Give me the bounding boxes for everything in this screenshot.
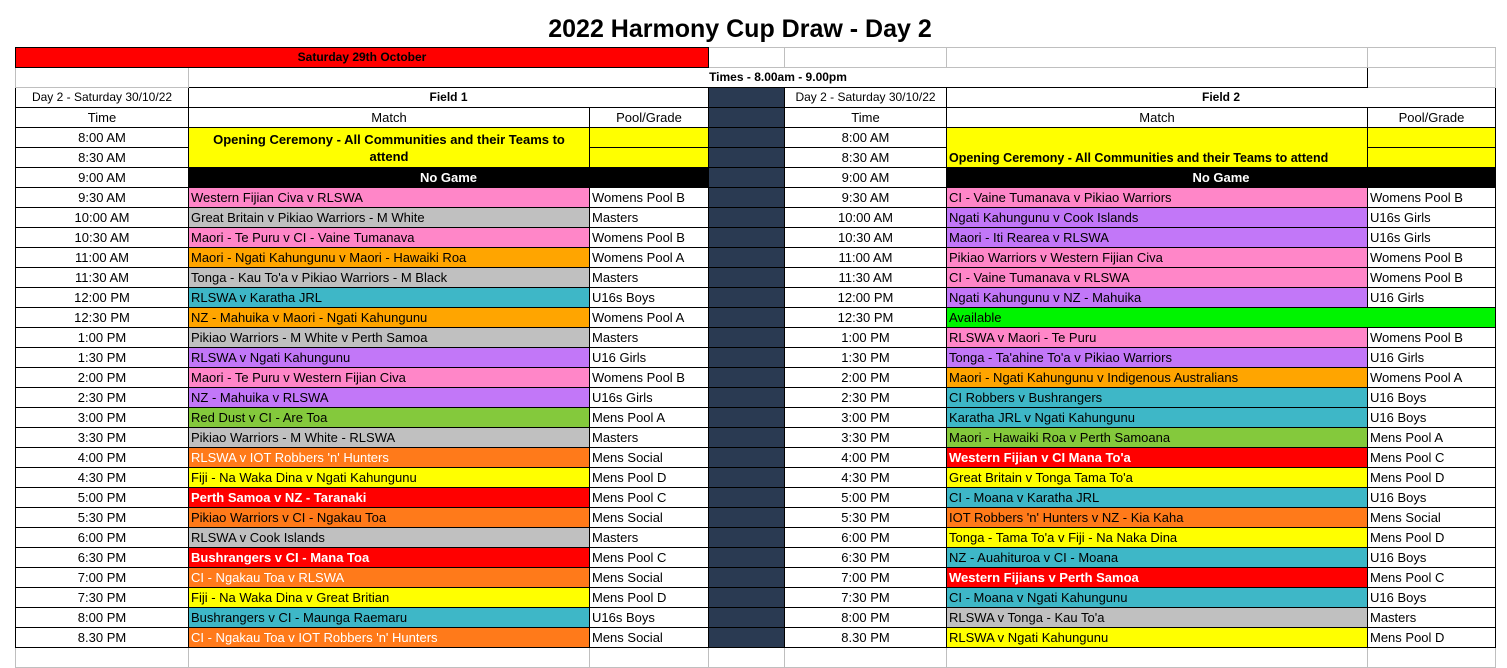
separator-cell [709, 528, 785, 548]
field2-match-header: Match [947, 108, 1368, 128]
field1-match: Maori - Te Puru v Western Fijian Civa [189, 368, 590, 388]
field2-match: Ngati Kahungunu v Cook Islands [947, 208, 1368, 228]
field2-match: Maori - Ngati Kahungunu v Indigenous Australians [947, 368, 1368, 388]
separator-cell [709, 548, 785, 568]
field2-pool: Womens Pool B [1368, 268, 1496, 288]
field2-match: Tonga - Tama To'a v Fiji - Na Naka Dina [947, 528, 1368, 548]
field1-pool: U16s Boys [590, 288, 709, 308]
field1-pool: Mens Social [590, 568, 709, 588]
field1-match: NZ - Mahuika v RLSWA [189, 388, 590, 408]
separator-cell [709, 188, 785, 208]
field1-match: Red Dust v CI - Are Toa [189, 408, 590, 428]
field2-time: 3:30 PM [785, 428, 947, 448]
field2-time: 12:00 PM [785, 288, 947, 308]
field1-time-header: Time [16, 108, 189, 128]
banner-row [16, 48, 1496, 68]
field1-match: Perth Samoa v NZ - Taranaki [189, 488, 590, 508]
field2-time: 6:30 PM [785, 548, 947, 568]
separator-cell [709, 468, 785, 488]
field1-time: 3:00 PM [16, 408, 189, 428]
separator-cell [709, 228, 785, 248]
field1-time: 9:30 AM [16, 188, 189, 208]
separator-cell [709, 288, 785, 308]
schedule-row [16, 568, 1496, 588]
schedule-row [16, 548, 1496, 568]
field1-pool: Masters [590, 328, 709, 348]
field2-time: 1:30 PM [785, 348, 947, 368]
field2-pool: Mens Pool D [1368, 628, 1496, 648]
field2-pool: U16 Boys [1368, 548, 1496, 568]
field1-time: 8:30 AM [16, 148, 189, 168]
schedule-row [16, 348, 1496, 368]
field1-pool: U16s Girls [590, 388, 709, 408]
field2-pool: Womens Pool B [1368, 188, 1496, 208]
field2-pool: U16 Girls [1368, 348, 1496, 368]
empty-cell [16, 68, 189, 88]
schedule-row [16, 228, 1496, 248]
field1-time: 1:30 PM [16, 348, 189, 368]
field1-time: 3:30 PM [16, 428, 189, 448]
schedule-row [16, 248, 1496, 268]
field2-pool: Mens Pool C [1368, 448, 1496, 468]
field1-match: CI - Ngakau Toa v RLSWA [189, 568, 590, 588]
separator-cell [709, 508, 785, 528]
separator-cell [709, 148, 785, 168]
field1-pool: Womens Pool B [590, 228, 709, 248]
field2-time: 3:00 PM [785, 408, 947, 428]
field1-match: RLSWA v IOT Robbers 'n' Hunters [189, 448, 590, 468]
field2-pool: U16 Boys [1368, 488, 1496, 508]
field1-match: Bushrangers v CI - Maunga Raemaru [189, 608, 590, 628]
field2-pool: Mens Pool C [1368, 568, 1496, 588]
field1-time: 4:00 PM [16, 448, 189, 468]
field1-match: Tonga - Kau To'a v Pikiao Warriors - M Black [189, 268, 590, 288]
field2-time: 10:00 AM [785, 208, 947, 228]
separator-cell [709, 208, 785, 228]
blank-row [16, 648, 1496, 668]
draw-table [15, 47, 1496, 668]
empty-cell [189, 648, 590, 668]
empty-cell [785, 48, 947, 68]
field1-time: 6:30 PM [16, 548, 189, 568]
field1-time: 7:30 PM [16, 588, 189, 608]
field2-match: RLSWA v Ngati Kahungunu [947, 628, 1368, 648]
field1-match: CI - Ngakau Toa v IOT Robbers 'n' Hunters [189, 628, 590, 648]
schedule-row [16, 308, 1496, 328]
schedule-row [16, 628, 1496, 648]
separator-cell [709, 628, 785, 648]
field2-match: Western Fijians v Perth Samoa [947, 568, 1368, 588]
field2-time: 2:30 PM [785, 388, 947, 408]
field2-match: Great Britain v Tonga Tama To'a [947, 468, 1368, 488]
field1-match: Pikiao Warriors - M White v Perth Samoa [189, 328, 590, 348]
field2-pool: U16 Boys [1368, 408, 1496, 428]
field2-pool: Mens Pool D [1368, 528, 1496, 548]
field1-match: Pikiao Warriors v CI - Ngakau Toa [189, 508, 590, 528]
field1-match: Bushrangers v CI - Mana Toa [189, 548, 590, 568]
field2-no-game: No Game [947, 168, 1496, 188]
field2-pool: U16 Boys [1368, 588, 1496, 608]
field1-match: Pikiao Warriors - M White - RLSWA [189, 428, 590, 448]
field1-time: 8.30 PM [16, 628, 189, 648]
field2-time: 11:30 AM [785, 268, 947, 288]
field1-time: 1:00 PM [16, 328, 189, 348]
field2-pool-header: Pool/Grade [1368, 108, 1496, 128]
separator-cell [709, 348, 785, 368]
field1-time: 8:00 PM [16, 608, 189, 628]
field1-match: NZ - Mahuika v Maori - Ngati Kahungunu [189, 308, 590, 328]
field1-time: 8:00 AM [16, 128, 189, 148]
field2-time: 8:00 AM [785, 128, 947, 148]
field2-match: RLSWA v Tonga - Kau To'a [947, 608, 1368, 628]
field1-pool: Masters [590, 428, 709, 448]
field2-time-header: Time [785, 108, 947, 128]
field2-day-label: Day 2 - Saturday 30/10/22 [785, 88, 947, 108]
times-row [16, 68, 1496, 88]
field1-time: 9:00 AM [16, 168, 189, 188]
separator-cell [709, 128, 785, 148]
field1-time: 4:30 PM [16, 468, 189, 488]
empty-cell [16, 648, 189, 668]
field2-match: Maori - Iti Rearea v RLSWA [947, 228, 1368, 248]
field2-pool: U16 Girls [1368, 288, 1496, 308]
field1-pool: Mens Pool A [590, 408, 709, 428]
separator-cell [709, 568, 785, 588]
field2-label: Field 2 [947, 88, 1496, 108]
field2-match: Karatha JRL v Ngati Kahungunu [947, 408, 1368, 428]
field1-match: RLSWA v Karatha JRL [189, 288, 590, 308]
date-banner: Saturday 29th October [16, 48, 709, 68]
field2-match: CI - Vaine Tumanava v Pikiao Warriors [947, 188, 1368, 208]
field2-pool [1368, 128, 1496, 148]
field2-match: Available [947, 308, 1496, 328]
field2-time: 12:30 PM [785, 308, 947, 328]
field1-time: 12:00 PM [16, 288, 189, 308]
field2-ceremony: Opening Ceremony - All Communities and their Teams to attend [947, 128, 1368, 168]
field2-time: 6:00 PM [785, 528, 947, 548]
schedule-row [16, 388, 1496, 408]
empty-cell [785, 648, 947, 668]
empty-cell [709, 648, 785, 668]
field2-time: 1:00 PM [785, 328, 947, 348]
empty-cell [1368, 48, 1496, 68]
separator-cell [709, 248, 785, 268]
field2-pool: Mens Pool A [1368, 428, 1496, 448]
field2-match: Western Fijian v CI Mana To'a [947, 448, 1368, 468]
field2-pool: Masters [1368, 608, 1496, 628]
field2-match: NZ - Auahituroa v CI - Moana [947, 548, 1368, 568]
empty-cell [947, 48, 1368, 68]
field2-time: 8.30 PM [785, 628, 947, 648]
field1-label: Field 1 [189, 88, 709, 108]
field1-pool: U16 Girls [590, 348, 709, 368]
field2-match: CI - Moana v Ngati Kahungunu [947, 588, 1368, 608]
separator-cell [709, 448, 785, 468]
field2-match: Maori - Hawaiki Roa v Perth Samoana [947, 428, 1368, 448]
field2-match: Ngati Kahungunu v NZ - Mahuika [947, 288, 1368, 308]
field2-pool: U16s Girls [1368, 228, 1496, 248]
field2-time: 11:00 AM [785, 248, 947, 268]
field1-pool: Mens Pool C [590, 488, 709, 508]
field2-match: CI - Moana v Karatha JRL [947, 488, 1368, 508]
column-header-row [16, 108, 1496, 128]
field2-pool: U16 Boys [1368, 388, 1496, 408]
schedule-row [16, 468, 1496, 488]
field1-match: Fiji - Na Waka Dina v Ngati Kahungunu [189, 468, 590, 488]
schedule-row [16, 508, 1496, 528]
field1-match: RLSWA v Cook Islands [189, 528, 590, 548]
field1-time: 10:00 AM [16, 208, 189, 228]
separator-cell [709, 428, 785, 448]
separator-cell [709, 88, 785, 108]
separator-cell [709, 588, 785, 608]
field1-match: Great Britain v Pikiao Warriors - M White [189, 208, 590, 228]
schedule-row [16, 448, 1496, 468]
schedule-row [16, 328, 1496, 348]
field1-day-label: Day 2 - Saturday 30/10/22 [16, 88, 189, 108]
field1-pool: Womens Pool A [590, 248, 709, 268]
field1-time: 2:00 PM [16, 368, 189, 388]
field1-time: 5:30 PM [16, 508, 189, 528]
schedule-row [16, 288, 1496, 308]
schedule-row [16, 128, 1496, 148]
schedule-row [16, 588, 1496, 608]
field2-match: CI - Vaine Tumanava v RLSWA [947, 268, 1368, 288]
field2-match: IOT Robbers 'n' Hunters v NZ - Kia Kaha [947, 508, 1368, 528]
field1-time: 10:30 AM [16, 228, 189, 248]
field1-time: 12:30 PM [16, 308, 189, 328]
field1-pool: Masters [590, 268, 709, 288]
field2-pool: Mens Pool D [1368, 468, 1496, 488]
field2-time: 2:00 PM [785, 368, 947, 388]
field1-time: 6:00 PM [16, 528, 189, 548]
field1-match-header: Match [189, 108, 590, 128]
empty-cell [590, 648, 709, 668]
field2-time: 5:30 PM [785, 508, 947, 528]
empty-cell [709, 48, 785, 68]
field1-time: 11:30 AM [16, 268, 189, 288]
field1-pool-header: Pool/Grade [590, 108, 709, 128]
field1-time: 2:30 PM [16, 388, 189, 408]
field2-pool: Womens Pool B [1368, 328, 1496, 348]
field2-match: Pikiao Warriors v Western Fijian Civa [947, 248, 1368, 268]
separator-cell [709, 388, 785, 408]
separator-cell [709, 108, 785, 128]
field1-pool: Mens Pool C [590, 548, 709, 568]
field2-time: 7:00 PM [785, 568, 947, 588]
field2-pool [1368, 148, 1496, 168]
field2-match: RLSWA v Maori - Te Puru [947, 328, 1368, 348]
field1-match: Western Fijian Civa v RLSWA [189, 188, 590, 208]
separator-cell [709, 328, 785, 348]
separator-cell [709, 368, 785, 388]
schedule-row [16, 168, 1496, 188]
field2-time: 8:30 AM [785, 148, 947, 168]
field1-pool: Mens Pool D [590, 588, 709, 608]
field2-time: 4:00 PM [785, 448, 947, 468]
schedule-row [16, 408, 1496, 428]
field-header-row [16, 88, 1496, 108]
field2-time: 10:30 AM [785, 228, 947, 248]
field1-pool: Womens Pool A [590, 308, 709, 328]
field1-match: Maori - Te Puru v CI - Vaine Tumanava [189, 228, 590, 248]
schedule-row [16, 268, 1496, 288]
field1-pool: Womens Pool B [590, 188, 709, 208]
field1-pool [590, 148, 709, 168]
field1-pool [590, 128, 709, 148]
field1-pool: Masters [590, 208, 709, 228]
separator-cell [709, 308, 785, 328]
field2-time: 8:00 PM [785, 608, 947, 628]
page-title: 2022 Harmony Cup Draw - Day 2 [548, 15, 932, 43]
field1-time: 5:00 PM [16, 488, 189, 508]
field1-pool: Mens Social [590, 628, 709, 648]
schedule-row [16, 428, 1496, 448]
field1-pool: U16s Boys [590, 608, 709, 628]
field2-time: 4:30 PM [785, 468, 947, 488]
field2-pool: Mens Social [1368, 508, 1496, 528]
field2-time: 9:30 AM [785, 188, 947, 208]
field1-ceremony: Opening Ceremony - All Communities and their Teams to attend [189, 128, 590, 168]
field1-time: 7:00 PM [16, 568, 189, 588]
schedule-row [16, 528, 1496, 548]
field1-match: Maori - Ngati Kahungunu v Maori - Hawaiki Roa [189, 248, 590, 268]
schedule-row [16, 208, 1496, 228]
field1-no-game: No Game [189, 168, 709, 188]
times-banner: Times - 8.00am - 9.00pm [189, 68, 1368, 88]
separator-cell [709, 268, 785, 288]
field2-pool: Womens Pool A [1368, 368, 1496, 388]
separator-cell [709, 608, 785, 628]
field1-match: Fiji - Na Waka Dina v Great Britian [189, 588, 590, 608]
schedule-row [16, 488, 1496, 508]
field2-time: 7:30 PM [785, 588, 947, 608]
field2-time: 5:00 PM [785, 488, 947, 508]
empty-cell [1368, 68, 1496, 88]
field2-pool: Womens Pool B [1368, 248, 1496, 268]
field2-pool: U16s Girls [1368, 208, 1496, 228]
field1-pool: Masters [590, 528, 709, 548]
schedule-row [16, 608, 1496, 628]
separator-cell [709, 408, 785, 428]
field1-time: 11:00 AM [16, 248, 189, 268]
schedule-row [16, 188, 1496, 208]
separator-cell [709, 168, 785, 188]
field1-pool: Womens Pool B [590, 368, 709, 388]
field1-match: RLSWA v Ngati Kahungunu [189, 348, 590, 368]
field2-match: CI Robbers v Bushrangers [947, 388, 1368, 408]
field2-match: Tonga - Ta'ahine To'a v Pikiao Warriors [947, 348, 1368, 368]
field1-pool: Mens Social [590, 508, 709, 528]
empty-cell [1368, 648, 1496, 668]
field1-pool: Mens Social [590, 448, 709, 468]
empty-cell [947, 648, 1368, 668]
field1-pool: Mens Pool D [590, 468, 709, 488]
field2-time: 9:00 AM [785, 168, 947, 188]
schedule-row [16, 368, 1496, 388]
separator-cell [709, 488, 785, 508]
